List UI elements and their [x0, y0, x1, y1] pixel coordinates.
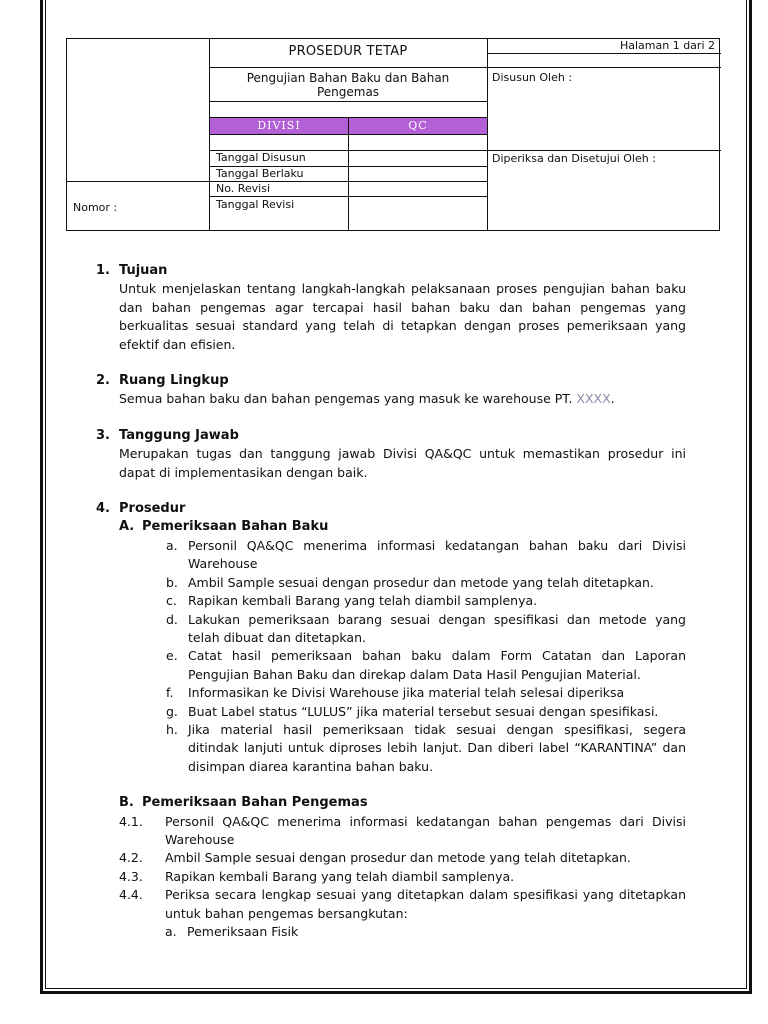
section-text: Untuk menjelaskan tentang langkah-langkah pelaksanaan proses pengujian bahan baku dan bahan pengemas agar tercapai hasil bahan baku dan bahan pengemas yang berkualitas sesuai standard yang telah di tetapkan dengan proses pemeriksaan yang efektif dan efisien.: [119, 281, 686, 352]
document-number-label: Nomor :: [73, 201, 118, 214]
list-item: [96, 574, 686, 592]
effective-date-label: Tanggal Berlaku: [216, 167, 304, 180]
list-item: [96, 721, 686, 776]
list-item: [96, 703, 686, 721]
subsection-packaging: B. Pemeriksaan Bahan Pengemas: [119, 795, 368, 811]
list-text: Ambil Sample sesuai dengan prosedur dan metode yang telah ditetapkan.: [165, 850, 631, 866]
list-item: [96, 592, 686, 610]
list-text: Catat hasil pemeriksaan bahan baku dalam Form Catatan dan Laporan Pengujian Bahan Baku dan direkap dalam Data Hasil Pengujian Material.: [188, 648, 686, 682]
subsection-raw-material: A. Pemeriksaan Bahan Baku: [119, 519, 329, 535]
section-number: 2.: [96, 373, 110, 389]
list-marker: a.: [166, 537, 178, 553]
section-number: 1.: [96, 263, 110, 278]
section-title: Ruang Lingkup: [119, 373, 229, 389]
approved-by-label: Diperiksa dan Disetujui Oleh :: [492, 152, 656, 165]
list-item: [96, 849, 686, 867]
section-title: Prosedur: [119, 501, 186, 517]
date-prepared-label: Tanggal Disusun: [216, 151, 306, 164]
list-marker: 4.3.: [119, 868, 143, 884]
revision-number-label: No. Revisi: [216, 182, 271, 195]
section-procedure: [96, 500, 686, 941]
list-marker: 4.4.: [119, 887, 143, 903]
packaging-steps: [96, 813, 686, 923]
page-info: Halaman 1 dari 2: [619, 39, 715, 52]
list-marker: h.: [166, 721, 178, 737]
division-value: QC: [349, 118, 487, 134]
section-title: Tanggung Jawab: [119, 427, 239, 443]
section-number: 4.: [96, 501, 110, 517]
list-text: Personil QA&QC menerima informasi kedatangan bahan baku dari Divisi Warehouse: [188, 537, 686, 572]
section-text: Merupakan tugas dan tanggung jawab Divisi QA&QC untuk memastikan prosedur ini dapat di implementasikan dengan baik.: [119, 446, 686, 480]
list-text: Pemeriksaan Fisik: [187, 924, 299, 939]
list-item: [96, 611, 686, 648]
list-item: [96, 684, 686, 702]
section-purpose: [96, 262, 686, 354]
list-item: [96, 886, 686, 923]
revision-date-label: Tanggal Revisi: [216, 198, 295, 211]
company-placeholder: XXXX: [576, 391, 611, 407]
list-item: [96, 813, 686, 850]
list-marker: c.: [166, 593, 177, 609]
list-text: Informasikan ke Divisi Warehouse jika material telah selesai diperiksa: [188, 685, 625, 701]
packaging-sub-steps: [96, 923, 686, 941]
section-text: Semua bahan baku dan bahan pengemas yang masuk ke warehouse PT. XXXX.: [119, 391, 615, 407]
list-text: Ambil Sample sesuai dengan prosedur dan metode yang telah ditetapkan.: [188, 574, 654, 590]
procedure-subject: Pengujian Bahan Baku dan Bahan Pengemas: [246, 71, 450, 99]
list-item: [96, 923, 686, 941]
list-marker: b.: [166, 574, 178, 590]
list-item: [96, 647, 686, 684]
list-text: Buat Label status “LULUS” jika material tersebut sesuai dengan spesifikasi.: [188, 703, 659, 719]
list-text: Periksa secara lengkap sesuai yang ditetapkan dalam spesifikasi yang ditetapkan untuk bahan pengemas bersangkutan:: [165, 887, 686, 921]
section-responsibility: [96, 427, 686, 482]
list-text: Rapikan kembali Barang yang telah diambil samplenya.: [188, 593, 538, 609]
raw-material-steps: [96, 537, 686, 776]
list-text: Personil QA&QC menerima informasi kedatangan bahan pengemas dari Divisi Warehouse: [165, 813, 686, 847]
list-text: Rapikan kembali Barang yang telah diambil samplenya.: [165, 868, 515, 884]
document-header-table: [66, 38, 720, 231]
list-marker: 4.1.: [119, 813, 143, 829]
document-title: PROSEDUR TETAP: [288, 44, 408, 59]
document-body: [96, 262, 686, 941]
list-item: [96, 868, 686, 886]
list-item: [96, 537, 686, 574]
list-marker: e.: [166, 648, 178, 664]
division-label: DIVISI: [210, 118, 348, 134]
section-number: 3.: [96, 427, 110, 443]
list-marker: g.: [166, 703, 178, 719]
list-marker: d.: [166, 611, 178, 627]
section-scope: [96, 372, 686, 409]
list-marker: 4.2.: [119, 850, 143, 866]
list-marker: a.: [165, 924, 177, 939]
list-marker: f.: [166, 685, 174, 701]
list-text: Lakukan pemeriksaan barang sesuai dengan spesifikasi dan metode yang telah dibuat dan ditetapkan.: [188, 611, 686, 645]
prepared-by-label: Disusun Oleh :: [492, 71, 573, 84]
section-title: Tujuan: [119, 263, 168, 278]
list-text: Jika material hasil pemeriksaan tidak sesuai dengan spesifikasi, segera ditindak lanjuti untuk diproses lebih lanjut. Dan diberi label “KARANTINA” dan disimpan diarea karantina bahan baku.: [188, 721, 686, 774]
